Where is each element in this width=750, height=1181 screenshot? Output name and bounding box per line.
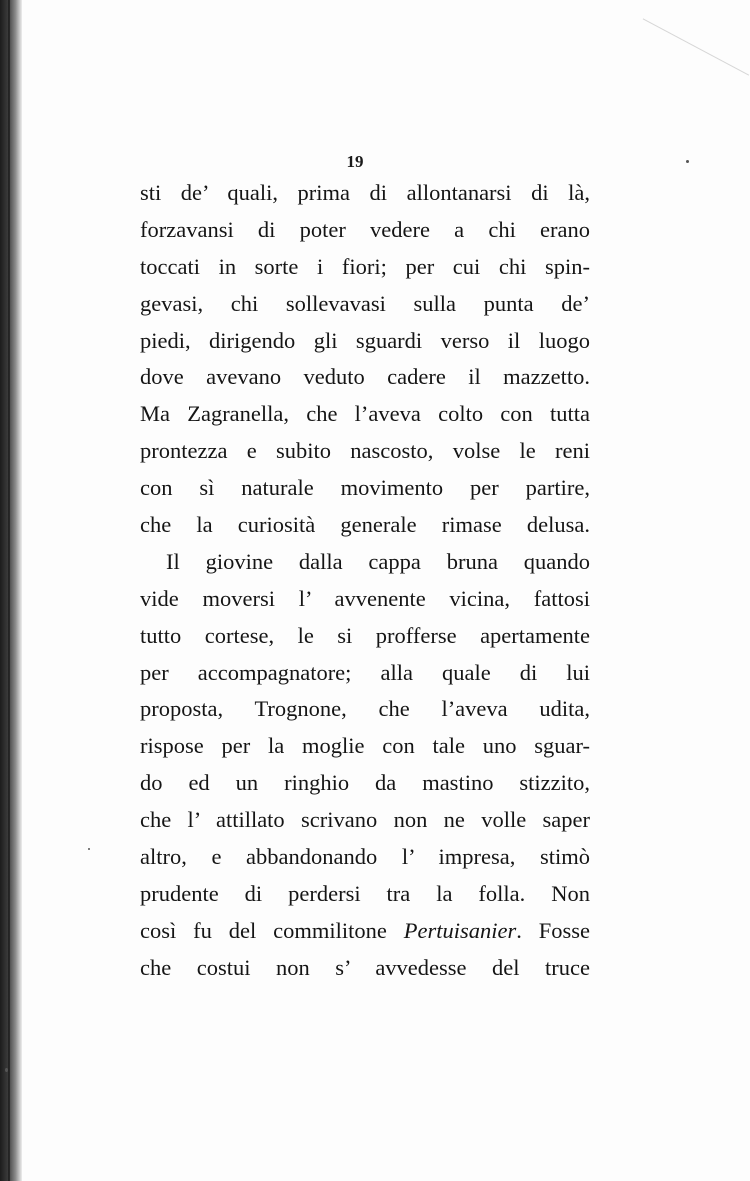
text-line: con sì naturale movimento per partire,	[140, 475, 590, 501]
text-line: proposta, Trognone, che l’aveva udita,	[140, 696, 590, 722]
paper-speck	[5, 1068, 8, 1072]
text-line: Ma Zagranella, che l’aveva colto con tutta	[140, 401, 590, 427]
text-line-mixed	[140, 913, 590, 950]
paper-speck	[88, 848, 90, 850]
text-line: tutto cortese, le si profferse apertamente	[140, 622, 590, 648]
binding-line	[8, 0, 10, 1181]
text-line: vide moversi l’ avvenente vicina, fattosi	[140, 585, 590, 611]
binding-edge	[0, 0, 22, 1181]
text-line: prontezza e subito nascosto, volse le reni	[140, 438, 590, 464]
text-line: forzavansi di poter vedere a chi erano	[140, 216, 590, 242]
text-line: piedi, dirigendo gli sguardi verso il luogo	[140, 327, 590, 353]
text-line: altro, e abbandonando l’ impresa, stimò	[140, 844, 590, 870]
body-text	[140, 175, 590, 987]
text-line: sti de’ quali, prima di allontanarsi di là,	[140, 180, 590, 205]
text-line: che l’ attillato scrivano non ne volle saper	[140, 807, 590, 833]
text-line: do ed un ringhio da mastino stizzito,	[140, 770, 590, 796]
corner-fold-mark	[643, 0, 750, 76]
text-line: che la curiosità generale rimase delusa.	[140, 512, 590, 538]
text-line: prudente di perdersi tra la folla. Non	[140, 880, 590, 906]
page-number: 19	[346, 152, 364, 171]
text-line: toccati in sorte i fiori; per cui chi spin-	[140, 253, 590, 279]
text-line: rispose per la moglie con tale uno sguar-	[140, 733, 590, 759]
text-segment: . Fosse	[516, 917, 590, 943]
text-segment: così fu del commilitone	[140, 917, 404, 943]
italic-name: Pertuisanier	[403, 917, 517, 943]
text-line: per accompagnatore; alla quale di lui	[140, 659, 590, 685]
text-line: Il giovine dalla cappa bruna quando	[166, 548, 590, 574]
text-line: dove avevano veduto cadere il mazzetto.	[140, 364, 590, 390]
text-line: gevasi, chi sollevavasi sulla punta de’	[140, 290, 590, 316]
text-line: che costui non s’ avvedesse del truce	[140, 954, 590, 980]
